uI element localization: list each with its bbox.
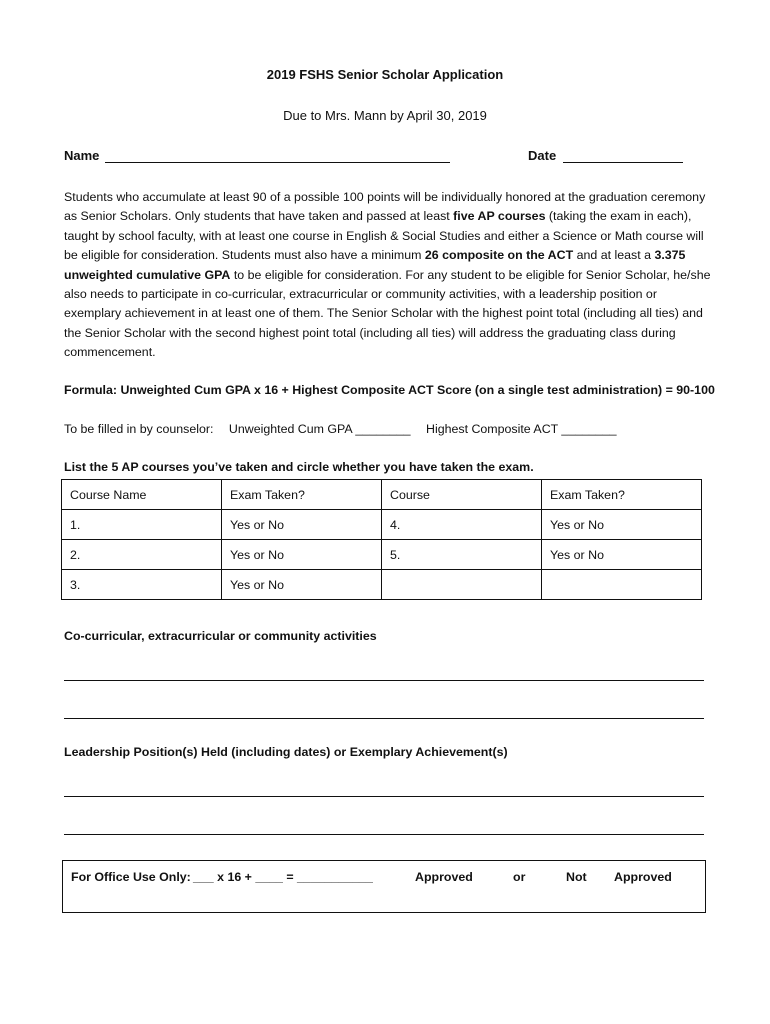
exam-taken-cell[interactable]: Yes or No: [542, 510, 702, 540]
counselor-label: To be filled in by counselor:: [64, 422, 214, 436]
course-cell[interactable]: 5.: [382, 540, 542, 570]
office-use-box: [62, 860, 706, 913]
not-text[interactable]: Not: [566, 870, 587, 884]
table-row: [62, 570, 702, 600]
course-cell[interactable]: 4.: [382, 510, 542, 540]
office-use-label: For Office Use Only:: [71, 870, 191, 884]
intro-text-1: Students who accumulate at least 90 of a possible 100 points will be individually honored at the graduation ceremony as Senior Scholars. Only students that have taken and passed at least: [64, 190, 706, 224]
table-header-row: [62, 480, 702, 510]
activities-line-2[interactable]: [64, 718, 704, 719]
leadership-line-1[interactable]: [64, 796, 704, 797]
intro-text-3: and at least a: [573, 248, 655, 263]
intro-bold-act: 26 composite on the ACT: [424, 248, 574, 263]
table-row: [62, 510, 702, 540]
name-field[interactable]: [105, 162, 450, 163]
table-row: [62, 540, 702, 570]
table-header-cell: Course Name: [62, 480, 222, 510]
name-label: Name: [64, 148, 100, 163]
table-header-cell: Exam Taken?: [542, 480, 702, 510]
exam-taken-cell[interactable]: Yes or No: [542, 540, 702, 570]
course-cell[interactable]: [382, 570, 542, 600]
ap-courses-table: [61, 479, 702, 600]
intro-text-4: to be eligible for consideration. For any student to be eligible for Senior Scholar, he/she also needs to participate in co-curricular, extracurricular or community activities, with a leadership position or exemplary achievement in at least one of them. The Senior Scholar with the highest point total (including all ties) and the Senior Scholar with the second highest point total (including all ties) will address the graduating class during commencement.: [64, 267, 711, 360]
counselor-act-field[interactable]: Highest Composite ACT ________: [426, 422, 617, 436]
date-label: Date: [528, 148, 557, 163]
table-header-cell: Course: [382, 480, 542, 510]
course-cell[interactable]: 1.: [62, 510, 222, 540]
date-field[interactable]: [563, 162, 683, 163]
activities-line-1[interactable]: [64, 680, 704, 681]
counselor-line: [64, 422, 617, 436]
or-text: or: [513, 870, 526, 884]
course-cell[interactable]: 3.: [62, 570, 222, 600]
leadership-line-2[interactable]: [64, 834, 704, 835]
eligibility-paragraph: [64, 188, 714, 363]
intro-bold-gpa: 3.375 unweighted cumulative GPA: [64, 248, 686, 282]
intro-bold-ap: five AP courses: [453, 209, 546, 224]
exam-taken-cell[interactable]: Yes or No: [222, 570, 382, 600]
due-date-line: Due to Mrs. Mann by April 30, 2019: [283, 108, 487, 123]
exam-taken-cell[interactable]: [542, 570, 702, 600]
intro-text-2: (taking the exam in each), taught by school faculty, with at least one course in English & Social Studies and either a Science or Math course will be eligible for consideration. Students must also have a minimum: [64, 209, 704, 263]
course-cell[interactable]: 2.: [62, 540, 222, 570]
counselor-gpa-field[interactable]: Unweighted Cum GPA ________: [228, 422, 411, 436]
formula-line: Formula: Unweighted Cum GPA x 16 + Highest Composite ACT Score (on a single test administration) = 90-100: [64, 383, 715, 397]
office-use-formula[interactable]: ___ x 16 + ____ = ___________: [193, 870, 373, 884]
leadership-heading: Leadership Position(s) Held (including dates) or Exemplary Achievement(s): [64, 745, 508, 759]
exam-taken-cell[interactable]: Yes or No: [222, 510, 382, 540]
approved-option[interactable]: Approved: [415, 870, 473, 884]
ap-courses-heading: List the 5 AP courses you’ve taken and circle whether you have taken the exam.: [64, 460, 534, 474]
not-approved-option[interactable]: Approved: [614, 870, 672, 884]
table-header-cell: Exam Taken?: [222, 480, 382, 510]
document-title: 2019 FSHS Senior Scholar Application: [266, 67, 504, 82]
activities-heading: Co-curricular, extracurricular or community activities: [64, 629, 377, 643]
exam-taken-cell[interactable]: Yes or No: [222, 540, 382, 570]
